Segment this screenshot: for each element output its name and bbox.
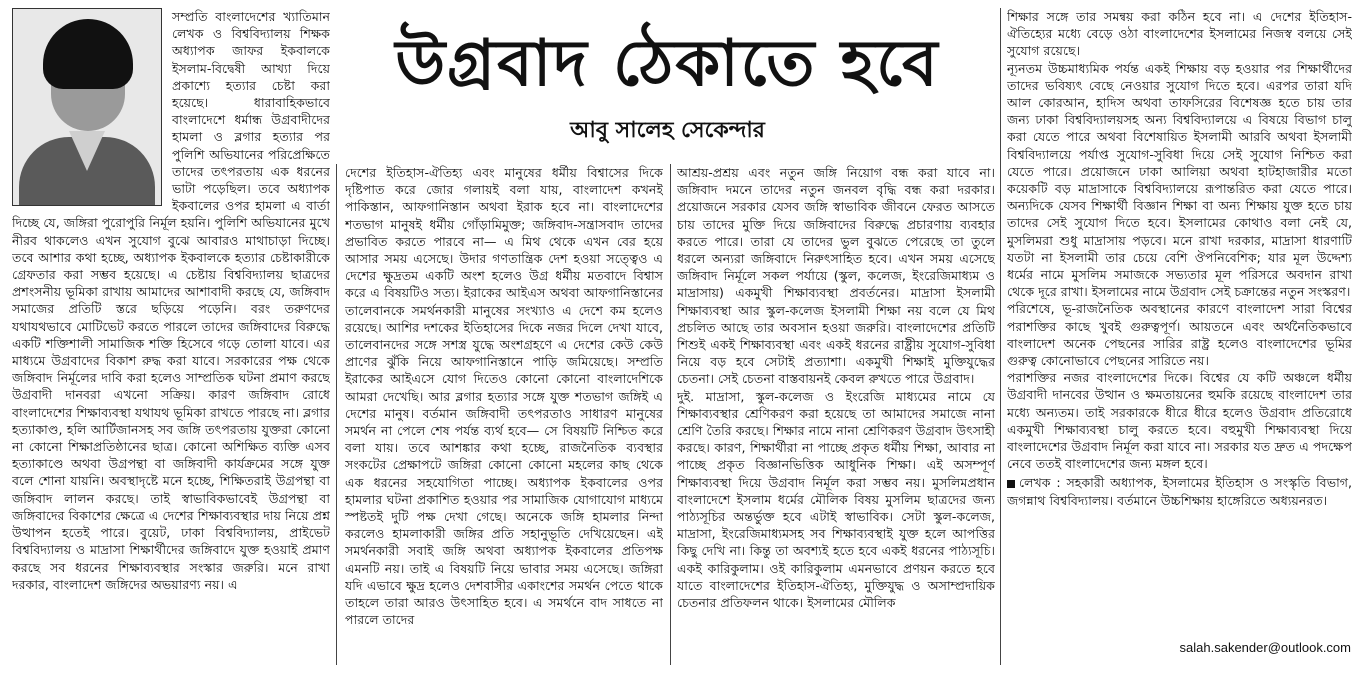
author-note-text: লেখক : সহকারী অধ্যাপক, ইসলামের ইতিহাস ও সংস্কৃতি বিভাগ, জগন্নাথ বিশ্ববিদ্যালয়। বর্তমানে উচ্চশিক্ষায় হাঙ্গেরিতে অধ্যয়নরত। [1007, 475, 1352, 508]
article-column-4 [1007, 8, 1352, 628]
paragraph: পরিশেষে, ভূ-রাজনৈতিক অবস্থানের কারণে বাংলাদেশ সারা বিশ্বের পরাশক্তির কাছে খুবই গুরুত্বপূর্ণ। আয়তনে এবং অর্থনৈতিকভাবে বাংলাদেশ অনেক পেছনের সারির রাষ্ট্র হলেও বাংলাদেশের ভূমির গুরুত্ব কোনোভাবে পেছনের সারিতে নয়। [1007, 301, 1352, 369]
article-column-1 [12, 8, 330, 668]
paragraph: সম্প্রতি বাংলাদেশের খ্যাতিমান লেখক ও বিশ্ববিদ্যালয় শিক্ষক অধ্যাপক জাফর ইকবালকে ইসলাম-বিদ্বেষী আখ্যা দিয়ে প্রকাশ্যে হত্যার চেষ্টা করা হয়েছে। ধারাবাহিকভাবে বাংলাদেশে ধর্মান্ধ উগ্রবাদীদের হামলা ও ব্লগার হত্যার পর পুলিশি অভিযানের পরিপ্রেক্ষিতে তাদের তৎপরতায় এক ধরনের ভাটা পড়েছিল। তবে অধ্যাপক ইকবালের ওপর হামলা এ বার্তা দিচ্ছে যে, জঙ্গিরা পুরোপুরি নির্মূল হয়নি। পুলিশি অভিযানের মুখে নীরব থাকলেও এখন সুযোগ বুঝে আবারও মাথাচাড়া দিচ্ছে। তবে আশার কথা হচ্ছে, অধ্যাপক ইকবালকে হত্যার চেষ্টাকারীকে গ্রেফতার করা সম্ভব হয়েছে। এ চেষ্টায় বিশ্ববিদ্যালয় ছাত্রদের প্রশংসনীয় ভূমিকা রাখায় আমাদের আশাবাদী করছে যে, জঙ্গিবাদ সমাজের প্রতিটি স্তরে ছড়িয়ে পড়েনি। বরং তরুণদের যথাযথভাবে মোটিভেট করতে পারলে তাদের জঙ্গিবাদের বিরুদ্ধে একটি শক্তিশালী সামাজিক শক্তি হিসেবে গড়ে তোলা যাবে। এর মাধ্যমে উগ্রবাদের বিকাশ রুদ্ধ করা যাবে। সরকারের পক্ষ থেকে জঙ্গিবাদ নির্মূলের দাবি করা হলেও সাম্প্রতিক ঘটনা প্রমাণ করছে উগ্রবাদী দানবরা এখনো সক্রিয়। কারণ জঙ্গিবাদ রোধে বাংলাদেশের শিক্ষাব্যবস্থা যথাযথ ভূমিকা রাখতে পারছে না। ব্লগার হত্যাকাণ্ড, হলি আর্টিজানসহ সব জঙ্গি তৎপরতায় যুক্তরা কোনো না কোনো শিক্ষাপ্রতিষ্ঠানের ছাত্র। কোনো অশিক্ষিত ব্যক্তি এসব হত্যাকাণ্ডে অথবা উগ্রপন্থা বা জঙ্গিবাদী কার্যক্রমের সঙ্গে যুক্ত বলে শোনা যায়নি। অবস্থাদৃষ্টে মনে হচ্ছে, শিক্ষিতরাই উগ্রপন্থা বা জঙ্গিবাদ লালন করছে। তাই স্বাভাবিকভাবেই উগ্রপন্থা বা জঙ্গিবাদের বিকাশের ক্ষেত্রে এ দেশের শিক্ষাব্যবস্থার দায় নিয়ে প্রশ্ন উত্থাপন হতেই পারে। বুয়েট, ঢাকা বিশ্ববিদ্যালয়, প্রাইভেট বিশ্ববিদ্যালয় ও মাদ্রাসা শিক্ষার্থীদের জঙ্গিবাদে যুক্ত হওয়াই প্রমাণ করছে সব ধরনের শিক্ষাব্যবস্থার সংস্কার জরুরি। মনে রাখা দরকার, বাংলাদেশ জঙ্গিদের অভয়ারণ্য নয়। এ [12, 9, 330, 592]
column-divider [670, 164, 671, 665]
column-divider [336, 164, 337, 665]
author-note [1007, 474, 1352, 508]
byline: আবু সালেহ সেকেন্দার [570, 118, 765, 143]
article-column-2 [345, 164, 663, 664]
headline: উগ্রবাদ ঠেকাতে হবে [395, 26, 940, 101]
paragraph: দুই. মাদ্রাসা, স্কুল-কলেজ ও ইংরেজি মাধ্যমের নামে যে শিক্ষাব্যবস্থার শ্রেণিকরণ করা হয়েছে তা আমাদের সমাজে নানা শ্রেণি তৈরি করছে। শিক্ষার নামে নানা শ্রেণিকরণ উগ্রবাদ উৎসাহী করছে। কারণ, শিক্ষার্থীরা না পাচ্ছে প্রকৃত ধর্মীয় শিক্ষা, আবার না পাচ্ছে প্রকৃত বিজ্ঞানভিত্তিক আধুনিক শিক্ষা। এই অসম্পূর্ণ শিক্ষাব্যবস্থা দিয়ে উগ্রবাদ নির্মূল করা সম্ভব নয়। মুসলিমপ্রধান বাংলাদেশে ইসলাম ধর্মের মৌলিক বিষয় মুসলিম ছাত্রদের জন্য পাঠ্যসূচির অন্তর্ভুক্ত হবে এটাই স্বাভাবিক। সেটা স্কুল-কলেজ, মাদ্রাসা, ইংরেজিমাধ্যমসহ সব শিক্ষাব্যবস্থাই যুক্ত হলে আপত্তির কিছু দেখি না। কিন্তু তা অবশ্যই হতে হবে একই ধরনের পাঠ্যসূচি। একই কারিকুলাম। ওই কারিকুলাম এমনভাবে প্রণয়ন করতে হবে যাতে বাংলাদেশের ইতিহাস-ঐতিহ্য, মুক্তিযুদ্ধ ও অসাম্প্রদায়িক চেতনার প্রতিফলন থাকে। ইসলামের মৌলিক [677, 388, 995, 611]
author-photo [12, 8, 162, 206]
paragraph: পরাশক্তির নজর বাংলাদেশের দিকে। বিশ্বের যে কটি অঞ্চলে ধর্মীয় উগ্রবাদী দানবের উত্থান ও ক্ষমতায়নের হুমকি রয়েছে বাংলাদেশ তার মধ্যে অন্যতম। তাই সরকারকে ধীরে ধীরে হলেও উগ্রবাদ প্রতিরোধে একমুখী শিক্ষাব্যবস্থা চালু করতে হবে। বহুমুখী শিক্ষাব্যবস্থা দিয়ে বাংলাদেশের উগ্রবাদ নির্মূল করা যাবে না। সরকার যত দ্রুত এ পদক্ষেপ নেবে ততই বাংলাদেশের জন্য মঙ্গল হবে। [1007, 370, 1352, 472]
paragraph: ন্যূনতম উচ্চমাধ্যমিক পর্যন্ত একই শিক্ষায় বড় হওয়ার পর শিক্ষার্থীদের তাদের ভবিষ্যৎ বেছে নেওয়ার সুযোগ দিতে হবে। এরপর তারা যদি আল কোরআন, হাদিস অথবা তাফসিরের বিশেষজ্ঞ হতে চায় তার জন্য ঢাকা বিশ্ববিদ্যালয়সহ অন্য বিশ্ববিদ্যালয়ে এ বিষয়ে বিভাগ চালু করা যেতে পারে অথবা বিশেষায়িত ইসলামী আরবি অথবা ইসলামী বিশ্ববিদ্যালয়ে পর্যাপ্ত সুযোগ-সুবিধা দিয়ে সেই সুযোগ নিশ্চিত করা যেতে পারে। প্রয়োজনে ঢাকা আলিয়া অথবা হাটহাজারীর মতো কয়েকটি বড় মাদ্রাসাকে বিশ্ববিদ্যালয়ে রূপান্তরিত করা যেতে পারে। অন্যদিকে যেসব শিক্ষার্থী বিজ্ঞান শিক্ষা বা অন্য শিক্ষায় যুক্ত হতে চায় তাদের সেই সুযোগ দিতে হবে। ইসলামের কোথাও বলা নেই যে, মুসলিমরা শুধু মাদ্রাসায় পড়বে। মনে রাখা দরকার, মাদ্রাসা ধারণাটি যতটা না ইসলামী তার চেয়ে বেশি ঔপনিবেশিক; যার মূল উদ্দেশ্য ধর্মের নামে মুসলিম সমাজকে সভ্যতার মূল পরিসরে অবদান রাখা থেকে দূরে রাখা। ইসলামের নামে উগ্রবাদ সেই চক্রান্তের নতুন সংস্করণ। [1007, 60, 1352, 300]
paragraph: শিক্ষার সঙ্গে তার সমন্বয় করা কঠিন হবে না। এ দেশের ইতিহাস-ঐতিহ্যের মধ্যে বেড়ে ওঠা বাংলাদেশের ইসলামের নিজস্ব বলয়ে সেই সুযোগ রয়েছে। [1007, 9, 1352, 59]
author-email: salah.sakender@outlook.com [1179, 640, 1351, 655]
author-photo-frame [12, 8, 162, 208]
square-bullet-icon [1007, 480, 1015, 488]
article-column-3 [677, 164, 995, 664]
paragraph: আশ্রয়-প্রশ্রয় এবং নতুন জঙ্গি নিয়োগ বন্ধ করা যাবে না। জঙ্গিবাদ দমনে তাদের নতুন জনবল বৃদ্ধি বন্ধ করা দরকার। প্রয়োজনে সরকার যেসব জঙ্গি স্বাভাবিক জীবনে ফেরত আসতে চায় তাদের মুক্তি দিয়ে জঙ্গিবাদের বিরুদ্ধে প্রচারণায় ব্যবহার করতে পারে। তারা যে তাদের ভুল বুঝতে পেরেছে তা তুলে ধরলে অন্যরা জঙ্গিবাদে নিরুৎসাহিত হবে। এখন সময় এসেছে জঙ্গিবাদ নির্মূলে সকল পর্যায়ে (স্কুল, কলেজ, ইংরেজিমাধ্যম ও মাদ্রাসায়) একমুখী শিক্ষাব্যবস্থা প্রবর্তনের। মাদ্রাসা ইসলামী শিক্ষাব্যবস্থা আর স্কুল-কলেজ ইসলামী শিক্ষা নয় বলে যে মিথ প্রচলিত আছে তার অবসান হওয়া জরুরি। বাংলাদেশের প্রতিটি শিশুই একই শিক্ষাব্যবস্থা এবং একই ধরনের রাষ্ট্রীয় সুযোগ-সুবিধা নিয়ে বড় হবে সেটাই প্রত্যাশা। একমুখী শিক্ষাই মুক্তিযুদ্ধের চেতনা। সেই চেতনা বাস্তবায়নই কেবল রুখতে পারে উগ্রবাদ। [677, 165, 995, 387]
column-divider [1000, 8, 1001, 665]
article-header [340, 12, 995, 162]
paragraph: দেশের ইতিহাস-ঐতিহ্য এবং মানুষের ধর্মীয় বিশ্বাসের দিকে দৃষ্টিপাত করে জোর গলায়ই বলা যায়, বাংলাদেশ কখনই পাকিস্তান, আফগানিস্তান অথবা ইরাক হবে না। বাংলাদেশের শতভাগ মানুষই ধর্মীয় গোঁড়ামিমুক্ত; জঙ্গিবাদ-সন্ত্রাসবাদ তাদের প্রভাবিত করতে পারবে না— এ মিথ থেকে এখন বের হয়ে আসার সময় এসেছে। উদার গণতান্ত্রিক দেশ হওয়া সত্ত্বেও এ দেশের ক্ষুদ্রতম একটি অংশ হলেও উগ্র ধর্মীয় মতবাদে বিশ্বাস করে এ বিষয়টিও সত্য। ইরাকের আইএস অথবা আফগানিস্তানের তালেবানকে সমর্থনকারী মানুষের সংখ্যাও এ দেশে কম হলেও রয়েছে। আশির দশকের ইতিহাসের দিকে নজর দিলে দেখা যাবে, তালেবানদের সঙ্গে সশস্ত্র যুদ্ধে অংশগ্রহণে এ দেশের কেউ কেউ প্রাণের ঝুঁকি নিয়ে আফগানিস্তানে পাড়ি জমিয়েছে। সম্প্রতি ইরাকের আইএসে যোগ দিতেও কোনো কোনো বাংলাদেশিকে আমরা দেখেছি। আর ব্লগার হত্যার সঙ্গে যুক্ত শতভাগ জঙ্গিই এ দেশের মানুষ। বর্তমান জঙ্গিবাদী তৎপরতাও সাধারণ মানুষের সমর্থন না পেলে শেষ পর্যন্ত ব্যর্থ হবে— সে বিষয়টি নিশ্চিত করে বলা যায়। তবে আশঙ্কার কথা হচ্ছে, রাজনৈতিক ব্যবস্থার সংকটের প্রেক্ষাপটে জঙ্গিরা কোনো কোনো মহলের কাছ থেকে এক ধরনের সহযোগিতা পাচ্ছে। অধ্যাপক ইকবালের ওপর হামলার ঘটনা প্রকাশিত হওয়ার পর সামাজিক যোগাযোগ মাধ্যমে স্পষ্টতই দুটি পক্ষ দেখা গেছে। অনেকে জঙ্গি হামলার নিন্দা করলেও হামলাকারী জঙ্গির প্রতি সহানুভূতি দেখিয়েছেন। এই সমর্থনকারী সবাই জঙ্গি অথবা অধ্যাপক ইকবালের প্রতিপক্ষ এমনটি নয়। তাই এ বিষয়টি নিয়ে ভাবার সময় এসেছে। জঙ্গিরা যদি এভাবে ক্ষুদ্র হলেও দেশবাসীর একাংশের সমর্থন পেতে থাকে তাহলে তারা আরও উৎসাহিত হবে। এ সমর্থনে বাদ সাধতে না পারলে তাদের [345, 165, 663, 628]
